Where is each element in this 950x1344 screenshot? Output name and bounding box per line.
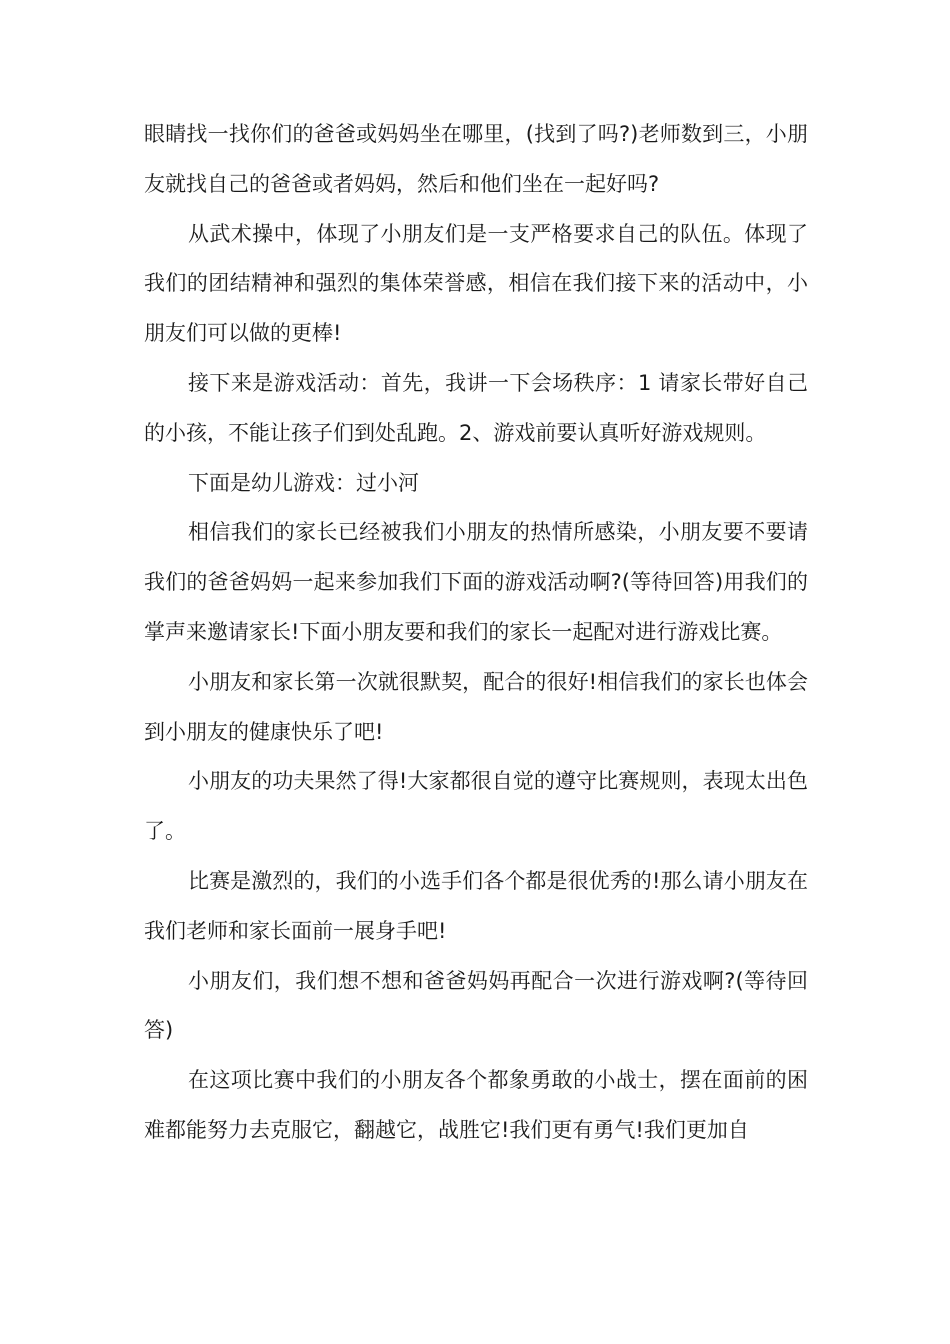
paragraph: 小朋友和家长第一次就很默契，配合的很好!相信我们的家长也体会到小朋友的健康快乐了吧! (144, 669, 808, 744)
paragraph: 小朋友的功夫果然了得!大家都很自觉的遵守比赛规则，表现太出色了。 (144, 769, 808, 844)
paragraph: 接下来是游戏活动：首先，我讲一下会场秩序：1 请家长带好自己的小孩，不能让孩子们到处乱跑。2、游戏前要认真听好游戏规则。 (144, 370, 808, 445)
document-body (144, 110, 808, 1156)
paragraph: 下面是幼儿游戏：过小河 (188, 470, 419, 495)
paragraph-continued: 眼睛找一找你们的爸爸或妈妈坐在哪里，(找到了吗?)老师数到三，小朋友就找自己的爸爸或者妈妈，然后和他们坐在一起好吗? (144, 122, 808, 196)
paragraph: 小朋友们，我们想不想和爸爸妈妈再配合一次进行游戏啊?(等待回答) (144, 968, 808, 1043)
paragraph: 比赛是激烈的，我们的小选手们各个都是很优秀的!那么请小朋友在我们老师和家长面前一展身手吧! (144, 868, 808, 943)
paragraph: 在这项比赛中我们的小朋友各个都象勇敢的小战士，摆在面前的困难都能努力去克服它，翻越它，战胜它!我们更有勇气!我们更加自 (144, 1068, 808, 1142)
paragraph: 相信我们的家长已经被我们小朋友的热情所感染，小朋友要不要请我们的爸爸妈妈一起来参加我们下面的游戏活动啊?(等待回答)用我们的掌声来邀请家长!下面小朋友要和我们的家长一起配对进行游戏比赛。 (144, 520, 808, 644)
paragraph: 从武术操中，体现了小朋友们是一支严格要求自己的队伍。体现了我们的团结精神和强烈的集体荣誉感，相信在我们接下来的活动中，小朋友们可以做的更棒! (144, 221, 808, 346)
